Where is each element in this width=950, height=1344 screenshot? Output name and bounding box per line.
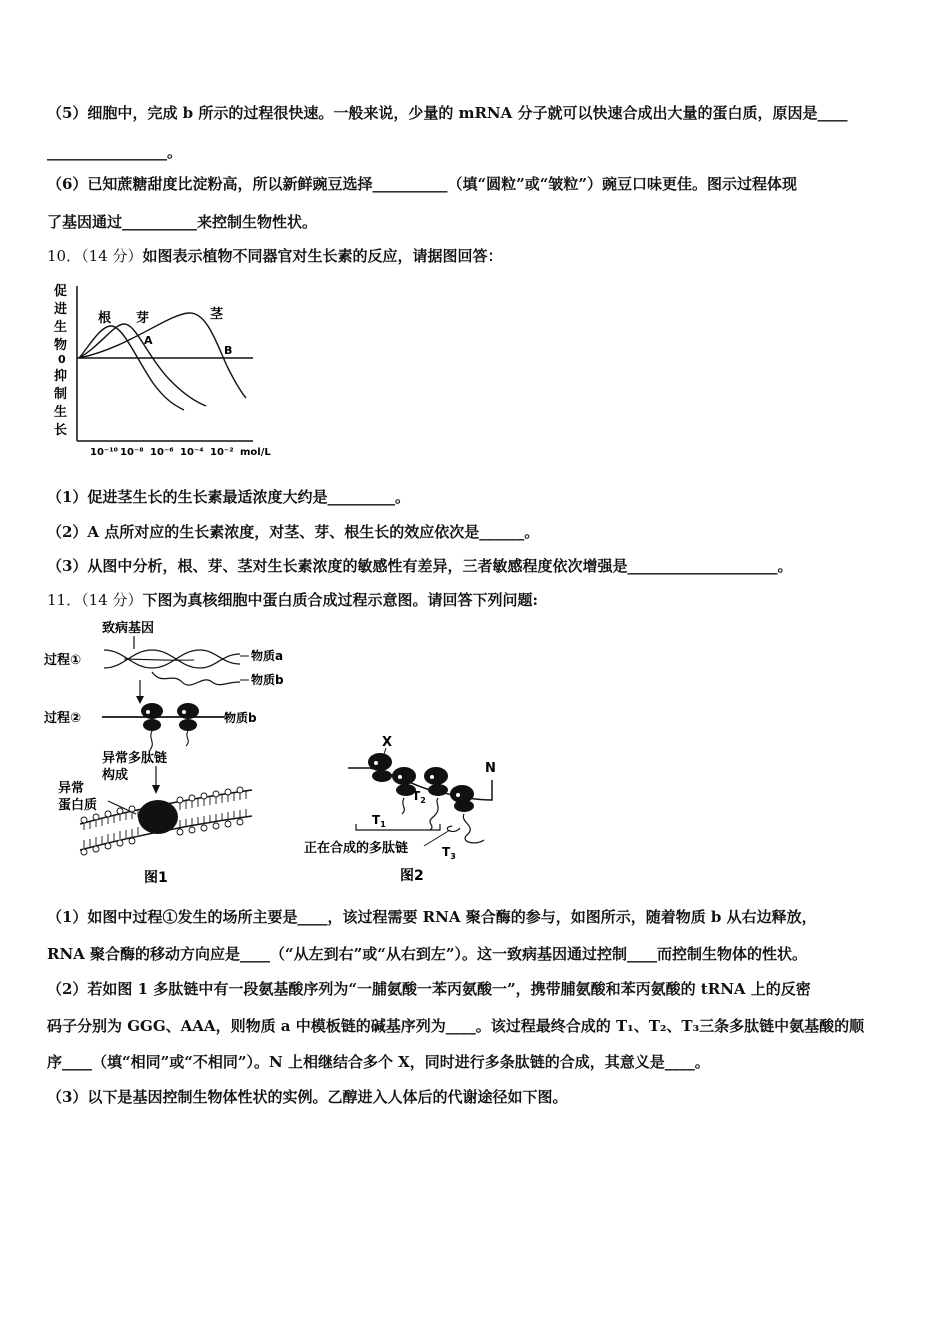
ylabel-char: 制 [54,387,68,402]
ribosome [177,703,199,719]
process1-label: 过程① [44,653,82,668]
t2-label: $T_2$ [412,789,426,805]
ylabel-char: 进 [54,302,68,317]
n-label: N [485,761,496,776]
q11-part2-line3: 序____（填“相同”或“不相同”）。N 上相继结合多个 X，同时进行多条肽链的合成，其意义是____。 [47,1053,710,1071]
stem-label: 茎 [210,307,224,322]
ylabel-char: 促 [54,284,68,299]
t1-bracket [356,824,440,830]
q9-part5-line2: ________________。 [47,143,183,161]
figure-2-polyribosome [300,728,510,886]
ribosome [141,703,163,719]
ylabel-char: 长 [54,423,68,438]
abnormal-protein-label: 蛋白质 [58,798,98,813]
ylabel-char: 物 [54,338,68,353]
figure-1-transcription-translation [44,614,294,890]
abnormal-protein-label: 异常 [58,781,85,796]
q11-part1-line2: RNA 聚合酶的移动方向应是____（“从左到右”或“从右到左”）。这一致病基因通过控制____而控制生物体的性状。 [47,945,808,963]
xtick-label: 10⁻⁶ [150,447,174,458]
xtick-label: 10⁻² [210,447,234,458]
point-b-label: B [224,344,233,357]
point-a-label: A [144,334,153,347]
q9-part6-line2: 了基因通过__________来控制生物性状。 [47,213,318,231]
q10-part2: （2）A 点所对应的生长素浓度，对茎、芽、根生长的效应依次是______。 [47,523,540,541]
xtick-label: 10⁻⁴ [180,447,204,458]
q10-part1: （1）促进茎生长的生长素最适浓度大约是_________。 [47,488,410,506]
q10-stem: 如图表示植物不同器官对生长素的反应，请据图回答： [142,247,503,265]
figure-2-caption: 图2 [400,868,424,884]
q11-part1-line1: （1）如图中过程①发生的场所主要是____，该过程需要 RNA 聚合酶的参与，如图所示，随着物质 b 从右边释放， [47,908,817,926]
substance-b-label: 物质b [251,673,284,687]
q9-part6-line1: （6）已知蔗糖甜度比淀粉高，所以新鲜豌豆选择__________（填“圆粒”或“皱粒”）豌豆口味更佳。图示过程体现 [47,175,797,193]
q10-number: 10． [47,247,82,265]
chain-label: 正在合成的多肽链 [304,841,409,856]
q11-number: 11． [47,591,82,609]
substance-a-label: 物质a [251,649,284,663]
ylabel-char: 生 [54,405,68,420]
x-unit-label: mol/L [240,447,271,458]
ylabel-char: 抑 [54,369,68,384]
t1-label: $T_1$ [372,813,386,829]
q9-part5-line1: （5）细胞中，完成 b 所示的过程很快速。一般来说，少量的 mRNA 分子就可以快速合成出大量的蛋白质，原因是____ [47,104,848,122]
q10-part3: （3）从图中分析，根、芽、茎对生长素浓度的敏感性有差异，三者敏感程度依次增强是____________________。 [47,557,793,575]
gene-label: 致病基因 [102,621,155,636]
composes-label: 构成 [102,768,129,783]
abnormal-chain-label: 异常多肽链 [102,751,168,766]
root-label: 根 [98,311,112,326]
figure-1-caption: 图1 [144,870,168,886]
q10-score: （14 分） [81,247,143,265]
abnormal-protein-blob [138,800,178,834]
bud-label: 芽 [136,311,150,326]
q10-header [47,246,502,266]
mrna-strand [152,672,240,685]
substance-b2-label: 物质b [224,711,257,725]
zero-label: 0 [58,353,66,366]
ylabel-char: 生 [54,320,68,335]
xtick-label: 10⁻¹⁰ [90,447,118,458]
x-label: X [382,735,393,750]
q11-part2-line1: （2）若如图 1 多肽链中有一段氨基酸序列为“一脯氨酸一苯丙氨酸一”，携带脯氨酸和苯丙氨酸的 tRNA 上的反密 [47,980,811,998]
q11-part3: （3）以下是基因控制生物体性状的实例。乙醇进入人体后的代谢途径如下图。 [47,1088,568,1106]
q11-score: （14 分） [81,591,143,609]
q11-part2-line2: 码子分别为 GGG、AAA，则物质 a 中模板链的碱基序列为____。该过程最终合成的 T₁、T₂、T₃三条多肽链中氨基酸的顺 [47,1017,865,1035]
q11-header [47,590,538,610]
t3-label: $T_3$ [442,845,456,861]
auxin-response-graph [48,278,288,458]
xtick-label: 10⁻⁸ [120,447,144,458]
q11-stem: 下图为真核细胞中蛋白质合成过程示意图。请回答下列问题: [142,591,538,609]
process2-label: 过程② [44,711,82,726]
